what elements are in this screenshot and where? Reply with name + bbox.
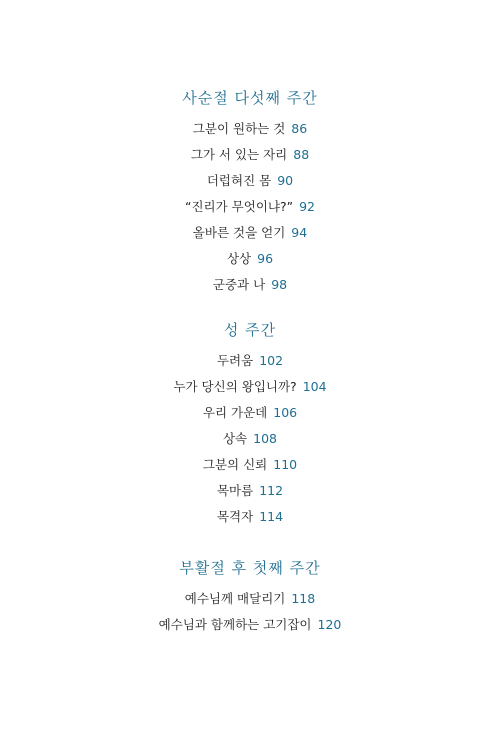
entry-page-number: 98	[271, 277, 288, 292]
entry-page-number: 112	[259, 483, 284, 498]
toc-entry[interactable]	[0, 246, 500, 272]
entry-title: 예수님께 매달리기	[184, 591, 286, 606]
toc-entry[interactable]	[0, 374, 500, 400]
toc-entry[interactable]	[0, 272, 500, 298]
toc-entry[interactable]	[0, 194, 500, 220]
entry-title: 그분이 원하는 것	[192, 121, 286, 136]
entry-title: 그분의 신뢰	[202, 457, 268, 472]
entry-page-number: 90	[277, 173, 294, 188]
section-title: 부활절 후 첫째 주간	[179, 559, 321, 577]
toc-section-holy-week	[0, 320, 500, 530]
toc-entry[interactable]	[0, 220, 500, 246]
toc-entry[interactable]	[0, 586, 500, 612]
entry-page-number: 120	[317, 617, 342, 632]
toc-entry[interactable]	[0, 426, 500, 452]
toc-entry[interactable]	[0, 348, 500, 374]
entry-title: 그가 서 있는 자리	[190, 147, 288, 162]
toc-entry[interactable]	[0, 400, 500, 426]
toc-entry[interactable]	[0, 116, 500, 142]
toc-section-easter-first-week	[0, 558, 500, 638]
entry-page-number: 114	[259, 509, 284, 524]
entry-title: 목격자	[216, 509, 254, 524]
entry-title: 상속	[222, 431, 248, 446]
entry-page-number: 94	[291, 225, 308, 240]
toc-entry[interactable]	[0, 612, 500, 638]
section-title: 성 주간	[223, 321, 277, 339]
entry-page-number: 110	[273, 457, 298, 472]
entry-title: 두려움	[216, 353, 254, 368]
toc-entry[interactable]	[0, 142, 500, 168]
entry-page-number: 92	[299, 199, 315, 214]
entry-title: 더럽혀진 몸	[206, 173, 272, 188]
entry-page-number: 88	[293, 147, 310, 162]
toc-entry[interactable]	[0, 504, 500, 530]
entry-title: 올바른 것을 얻기	[192, 225, 286, 240]
entry-page-number: 118	[291, 591, 316, 606]
entry-page-number: 108	[253, 431, 277, 446]
toc-section-lent-fifth-week	[0, 88, 500, 298]
entry-title: 목마름	[216, 483, 254, 498]
entry-title: 군중과 나	[212, 277, 266, 292]
toc-entry[interactable]	[0, 168, 500, 194]
toc-entry[interactable]	[0, 478, 500, 504]
entry-title: 상상	[226, 251, 252, 266]
entry-page-number: 104	[302, 379, 327, 394]
section-title: 사순절 다섯째 주간	[182, 89, 318, 107]
entry-page-number: 102	[259, 353, 284, 368]
entry-page-number: 106	[273, 405, 298, 420]
entry-page-number: 86	[291, 121, 308, 136]
entry-title: “진리가 무엇이냐?”	[185, 199, 294, 214]
entry-title: 예수님과 함께하는 고기잡이	[158, 617, 312, 632]
entry-page-number: 96	[257, 251, 274, 266]
entry-title: 우리 가운데	[202, 405, 268, 420]
toc-entry[interactable]	[0, 452, 500, 478]
entry-title: 누가 당신의 왕입니까?	[173, 379, 297, 394]
